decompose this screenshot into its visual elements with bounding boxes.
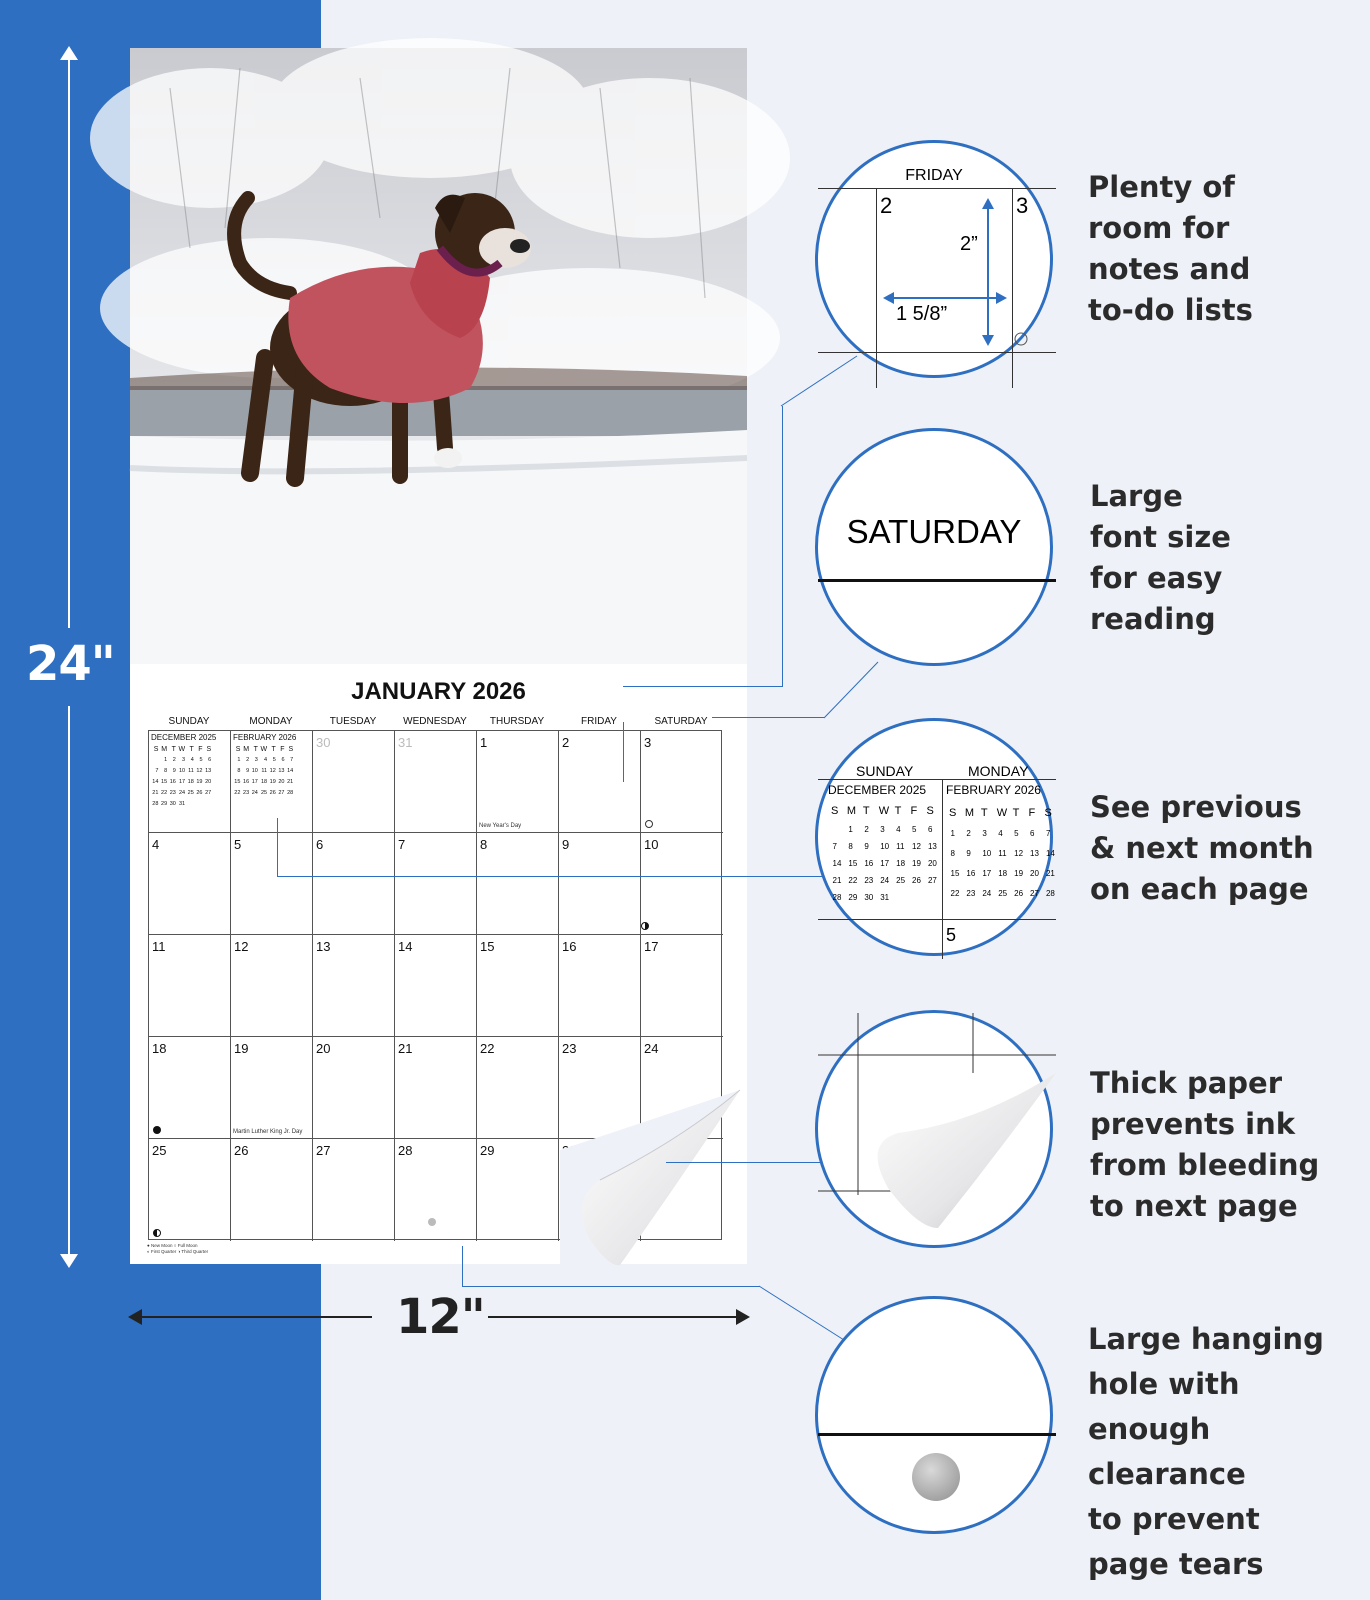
zoom-page-curl	[815, 1010, 1053, 1248]
day-number: 26	[234, 1143, 249, 1158]
day-cell	[477, 1037, 559, 1139]
zoom-feb-title: FEBRUARY 2026	[946, 783, 1041, 797]
day-number: 17	[644, 939, 659, 954]
day-cell	[477, 1139, 559, 1241]
day-cell	[313, 731, 395, 833]
calendar-photo	[130, 48, 747, 664]
day-number: 6	[316, 837, 324, 852]
day-cell	[395, 1139, 477, 1241]
height-label: 24"	[26, 636, 115, 692]
day-number: 14	[398, 939, 413, 954]
arrow-left-icon	[128, 1309, 144, 1325]
dow-wednesday: WEDNESDAY	[403, 716, 467, 727]
dow-thursday: THURSDAY	[489, 716, 545, 727]
day-number: 20	[316, 1041, 331, 1056]
day-number: 11	[152, 939, 166, 954]
zoom-dec-table: S M T W T F S 1 2 3 4 5 6 7 8 9 10 11 12 13 14 15 16 17 18 19 20 21 22 23 24 25 26 27 28 29 30 31	[831, 805, 937, 902]
day-number: 23	[562, 1041, 577, 1056]
day-cell	[313, 1037, 395, 1139]
feature-large-font: Large font size for easy reading	[1090, 479, 1231, 636]
day-cell	[313, 1139, 395, 1241]
next-month-mini	[233, 733, 296, 799]
holiday-label: New Year's Day	[479, 823, 522, 829]
day-cell	[231, 833, 313, 935]
day-cell	[231, 1037, 313, 1139]
zoom-friday-cell: FRIDAY 2 3 2” 1 5/8”	[815, 140, 1053, 378]
day-cell	[477, 731, 559, 833]
day-cell	[149, 935, 231, 1037]
day-cell	[149, 1037, 231, 1139]
day-number: 21	[398, 1041, 413, 1056]
day-cell	[641, 731, 723, 833]
feature-prev-next-month: See previous & next month on each page	[1090, 790, 1314, 906]
day-number: 12	[234, 939, 249, 954]
day-cell	[559, 731, 641, 833]
dow-monday: MONDAY	[249, 716, 293, 727]
day-number: 2	[562, 735, 570, 750]
day-number: 1	[480, 735, 488, 750]
zoom-feb-mini	[946, 783, 1059, 905]
next-month-title: FEBRUARY 2026	[233, 733, 297, 742]
day-cell	[395, 935, 477, 1037]
prev-month-table: S M T W T F S 1 2 3 4 5 6 7 8 9 10 11 12 13 14 15 16 17 18 19 20 21 22 23 24 25 26 27 28 29 30 31	[152, 746, 212, 807]
day-cell	[149, 833, 231, 935]
arrow-up-icon	[60, 46, 78, 62]
day-cell	[149, 1139, 231, 1241]
zoom-feb-table: S M T W T F S 1 2 3 4 5 6 7 8 9 10 11 12 13 14 15 16 17 18 19 20 21 22 23 24 25 26 27 28	[949, 807, 1055, 898]
feature-hanging-hole: Large hanging hole with enough clearance to prevent page tears	[1088, 1322, 1324, 1581]
day-number: 27	[316, 1143, 331, 1158]
day-cell	[477, 833, 559, 935]
day-cell	[477, 935, 559, 1037]
calendar-title: JANUARY 2026	[351, 678, 526, 705]
day-number: 28	[398, 1143, 413, 1158]
zoom-saturday-heading: SATURDAY	[815, 428, 1053, 666]
day-number: 29	[480, 1143, 495, 1158]
day-number: 3	[644, 735, 652, 750]
day-number: 18	[152, 1041, 167, 1056]
day-number: 4	[152, 837, 160, 852]
day-number: 5	[234, 837, 242, 852]
day-number: 10	[644, 837, 659, 852]
day-cell	[395, 1037, 477, 1139]
day-cell	[559, 833, 641, 935]
next-month-table: S M T W T F S 1 2 3 4 5 6 7 8 9 10 11 12 13 14 15 16 17 18 19 20 21 22 23 24 25 26 27 28	[234, 746, 294, 796]
day-number: 30	[316, 735, 331, 750]
feature-note-room: Plenty of room for notes and to-do lists	[1088, 170, 1253, 327]
day-cell	[149, 731, 231, 833]
holiday-label: Martin Luther King Jr. Day	[233, 1129, 303, 1135]
day-number: 25	[152, 1143, 167, 1158]
day-cell	[231, 1139, 313, 1241]
day-number: 13	[316, 939, 331, 954]
day-cell	[559, 935, 641, 1037]
prev-month-title: DECEMBER 2025	[151, 733, 217, 742]
day-number: 31	[398, 735, 413, 750]
moon-phase-icon	[153, 1229, 161, 1237]
day-number: 9	[562, 837, 570, 852]
moon-legend: ● New Moon ○ Full Moon ◐ First Quarter ◑ Third Quarter	[147, 1243, 209, 1254]
hanging-hole	[428, 1218, 436, 1226]
day-cell	[395, 833, 477, 935]
zoom-hanging-hole	[815, 1296, 1053, 1534]
day-cell	[641, 833, 723, 935]
zoom-dec-mini	[828, 783, 941, 907]
moon-phase-icon	[645, 820, 653, 828]
day-number: 7	[398, 837, 406, 852]
dow-tuesday: TUESDAY	[329, 716, 377, 727]
zoom-dec-title: DECEMBER 2025	[828, 783, 927, 797]
day-number: 8	[480, 837, 488, 852]
dow-sunday: SUNDAY	[168, 716, 210, 727]
day-number: 15	[480, 939, 495, 954]
feature-thick-paper: Thick paper prevents ink from bleeding to next page	[1090, 1066, 1320, 1223]
day-number: 24	[644, 1041, 659, 1056]
day-cell	[231, 731, 313, 833]
day-cell	[313, 833, 395, 935]
page-curl	[560, 1090, 760, 1270]
day-cell	[313, 935, 395, 1037]
width-label: 12"	[396, 1289, 485, 1345]
day-number: 19	[234, 1041, 249, 1056]
day-cell	[231, 935, 313, 1037]
day-number: 22	[480, 1041, 495, 1056]
moon-phase-icon	[641, 922, 649, 930]
arrow-down-icon	[60, 1252, 78, 1268]
day-cell	[641, 935, 723, 1037]
moon-phase-icon	[153, 1126, 161, 1134]
day-cell	[395, 731, 477, 833]
day-number: 16	[562, 939, 577, 954]
zoom-mini-calendars: SUNDAY MONDAY DECEMBER 2025 S M T W T F S 1 2 3 4 5 6 7 8 9 10 11 12 13 14 15 16 17 18 19 20 21 22 23 24 25 26 27 28 29 30 31 FEBRUARY 2026 S M T W T F S 1 2 3 4 5 6 7 8 9 10 11 12 13 14 15 16 17 18 19 20 21 22 23 24 25 26 27 28 5	[815, 718, 1053, 956]
dow-friday: FRIDAY	[581, 716, 617, 727]
prev-month-mini	[151, 733, 216, 810]
arrow-right-icon	[734, 1309, 750, 1325]
dow-saturday: SATURDAY	[654, 716, 708, 727]
